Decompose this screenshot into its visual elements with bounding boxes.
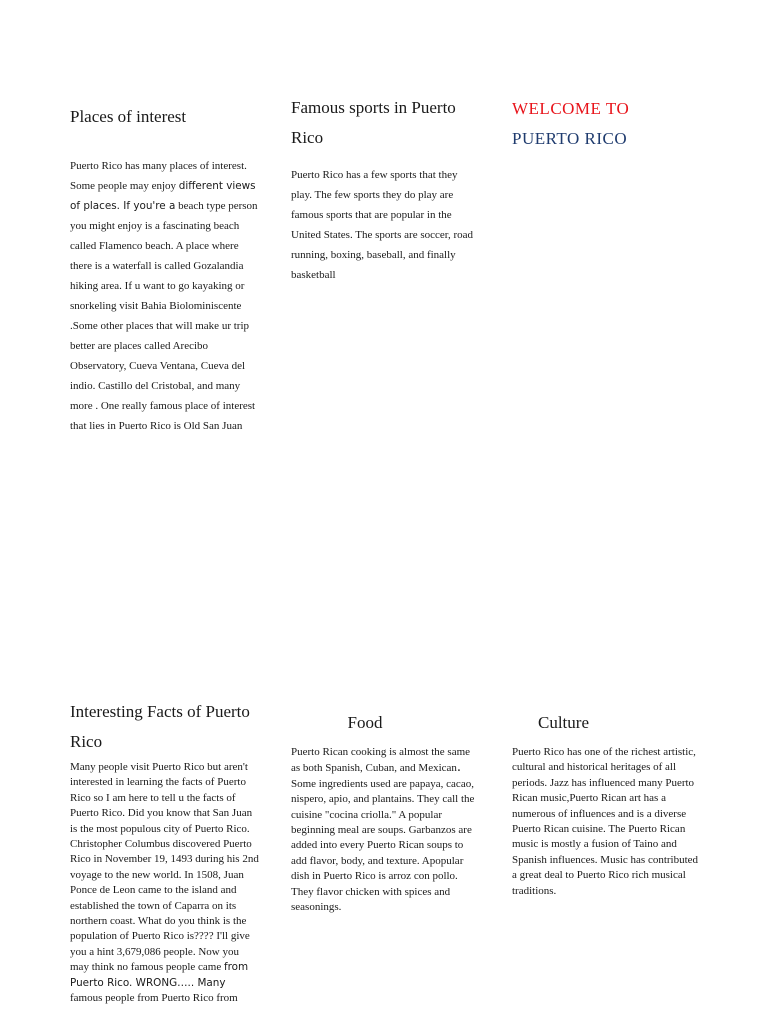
facts-body-part3: famous people from Puerto Rico from [70, 992, 238, 1005]
food-body-part2: Some ingredients used are papaya, cacao, nispero, apio, and plantains. They call the cuisine "cocina criolla." A popular beginning meal are soups. Garbanzos are added into every Puerto Rican soups to add flavor, body, and texture. Apopular dish in Puerto Rico is arroz con pollo. They flavor chicken with spices and seasonings. [291, 777, 475, 914]
food-body-part1: Puerto Rican cooking is almost the same as both Spanish, Cuban, and Mexican [291, 746, 471, 775]
places-body-part2: different views of places. If you're a [70, 180, 256, 212]
sports-body: Puerto Rico has a few sports that they play. The few sports they do play are famous sports that are popular in the United States. The sports are soccer, road running, boxing, baseball, and finally basketball [291, 169, 474, 281]
places-of-interest-section [70, 102, 260, 436]
culture-section [512, 708, 702, 899]
facts-body-part1: Many people visit Puerto Rico but aren't interested in learning the facts of Puerto Rico so I am here to tell u the facts of Puerto Rico. Did you know that San Juan is the most populous city of Puerto Rico. Christopher Columbus discovered Puerto Rico in November 19, 1493 during his 2nd voyage to the new world. In 1508, Juan Ponce de Leon came to the island and established the town of Caparra on its northern coast. What do you think is the population of Puerto Rico is???? I'll give you a hint 3,679,086 people. Now you may think no famous people came [70, 761, 259, 974]
welcome-line-2: PUERTO RICO [512, 129, 628, 148]
food-section [291, 708, 481, 915]
culture-heading: Culture [538, 713, 589, 732]
facts-body-part2: from Puerto Rico. WRONG….. Many [70, 961, 249, 989]
places-body [70, 156, 260, 436]
welcome-line-1: WELCOME TO [512, 99, 630, 118]
places-heading: Places of interest [70, 107, 187, 126]
sports-heading: Famous sports in Puerto Rico [291, 98, 456, 147]
places-body-part1: Puerto Rico has many places of interest. Some people may enjoy [70, 160, 247, 192]
food-body [291, 745, 481, 915]
culture-body: Puerto Rico has one of the richest artistic, cultural and historical heritages of all periods. Jazz has influenced many Puerto Rican music,Puerto Rican art has a numerous of influences and is a diverse Puerto Rican cuisine. The Puerto Rican music is mostly a fusion of Taino and Spanish influences. Music has contributed a great deal to Puerto Rico rich musical traditions. [512, 746, 699, 897]
food-heading: Food [347, 713, 383, 732]
interesting-facts-section [70, 697, 260, 1007]
facts-body [70, 760, 260, 1007]
famous-sports-section [291, 93, 476, 285]
welcome-section [512, 94, 712, 154]
places-body-part3: beach type person you might enjoy is a fascinating beach called Flamenco beach. A place where there is a waterfall is called Gozalandia hiking area. If u want to go kayaking or snorkeling visit Bahia Biolominiscente .Some other places that will make ur trip better are places called Arecibo Observatory, Cueva Ventana, Cueva del indio. Castillo del Cristobal, and many more . One really famous place of interest that lies in Puerto Rico is Old San Juan [70, 200, 258, 432]
food-body-dot: . [456, 760, 462, 776]
facts-heading: Interesting Facts of Puerto Rico [70, 702, 250, 751]
